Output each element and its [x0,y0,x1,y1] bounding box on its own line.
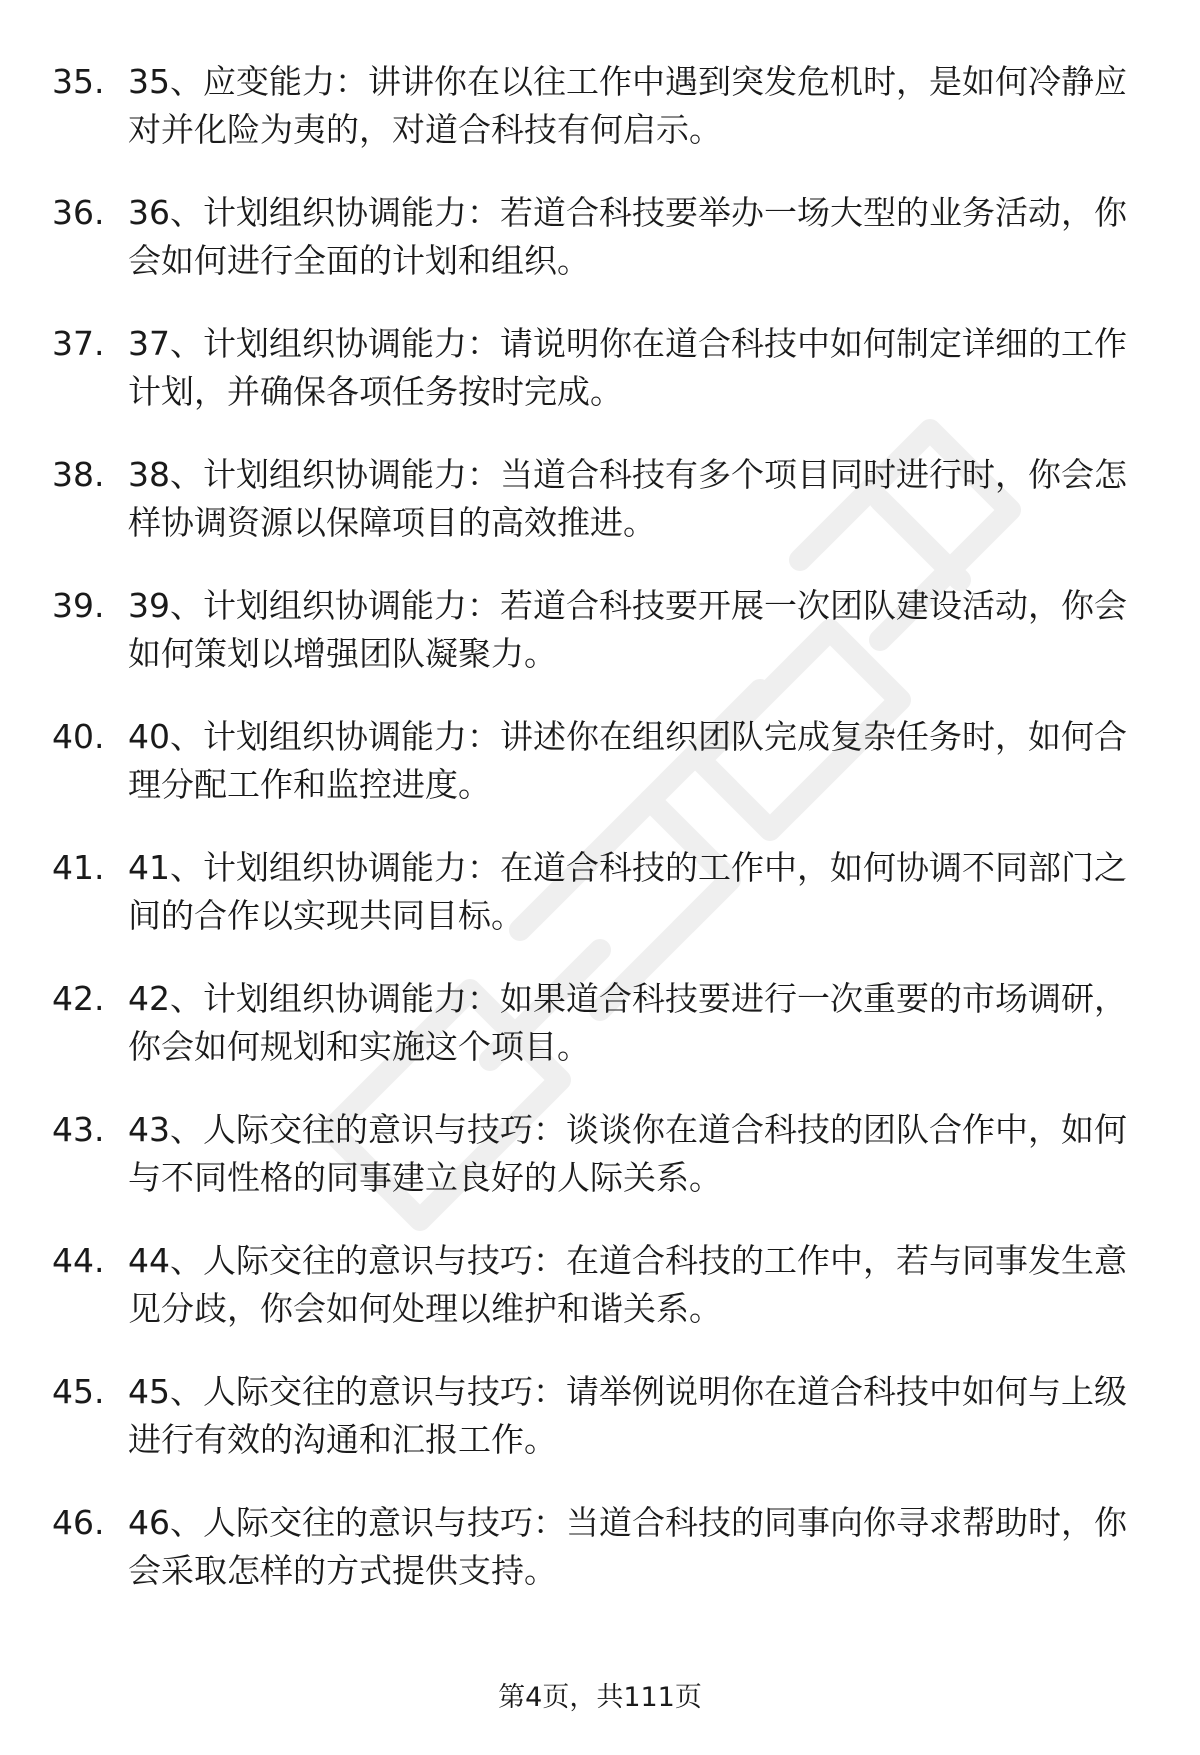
question-number: 44. [52,1241,105,1280]
question-number: 38. [52,455,105,494]
list-item [0,189,1200,320]
list-item [0,58,1200,189]
list-item [0,1106,1200,1237]
question-text: 40、计划组织协调能力：讲述你在组织团队完成复杂任务时，如何合理分配工作和监控进度。 [128,717,1127,804]
question-number: 35. [52,62,105,101]
question-number: 46. [52,1503,105,1542]
list-item [0,713,1200,844]
question-number: 40. [52,717,105,756]
question-text: 37、计划组织协调能力：请说明你在道合科技中如何制定详细的工作计划，并确保各项任务按时完成。 [128,324,1127,411]
list-item [0,1237,1200,1368]
question-text: 43、人际交往的意识与技巧：谈谈你在道合科技的团队合作中，如何与不同性格的同事建立良好的人际关系。 [128,1110,1127,1197]
list-item [0,844,1200,975]
question-number: 41. [52,848,105,887]
page-footer: 第4页，共111页 [498,1682,702,1713]
question-number: 36. [52,193,105,232]
list-item [0,320,1200,451]
question-text: 35、应变能力：讲讲你在以往工作中遇到突发危机时，是如何冷静应对并化险为夷的，对道合科技有何启示。 [128,62,1127,149]
question-text: 42、计划组织协调能力：如果道合科技要进行一次重要的市场调研，你会如何规划和实施这个项目。 [128,979,1127,1066]
list-item [0,451,1200,582]
question-text: 36、计划组织协调能力：若道合科技要举办一场大型的业务活动，你会如何进行全面的计划和组织。 [128,193,1127,280]
question-text: 44、人际交往的意识与技巧：在道合科技的工作中，若与同事发生意见分歧，你会如何处理以维护和谐关系。 [128,1241,1127,1328]
question-number: 37. [52,324,105,363]
question-text: 45、人际交往的意识与技巧：请举例说明你在道合科技中如何与上级进行有效的沟通和汇报工作。 [128,1372,1127,1459]
question-number: 43. [52,1110,105,1149]
list-item [0,1368,1200,1499]
question-text: 39、计划组织协调能力：若道合科技要开展一次团队建设活动，你会如何策划以增强团队凝聚力。 [128,586,1127,673]
question-number: 39. [52,586,105,625]
question-number: 45. [52,1372,105,1411]
question-list [0,58,1200,1630]
question-text: 46、人际交往的意识与技巧：当道合科技的同事向你寻求帮助时，你会采取怎样的方式提供支持。 [128,1503,1127,1590]
question-text: 41、计划组织协调能力：在道合科技的工作中，如何协调不同部门之间的合作以实现共同目标。 [128,848,1127,935]
question-text: 38、计划组织协调能力：当道合科技有多个项目同时进行时，你会怎样协调资源以保障项目的高效推进。 [128,455,1127,542]
list-item [0,582,1200,713]
list-item [0,975,1200,1106]
list-item [0,1499,1200,1630]
question-number: 42. [52,979,105,1018]
